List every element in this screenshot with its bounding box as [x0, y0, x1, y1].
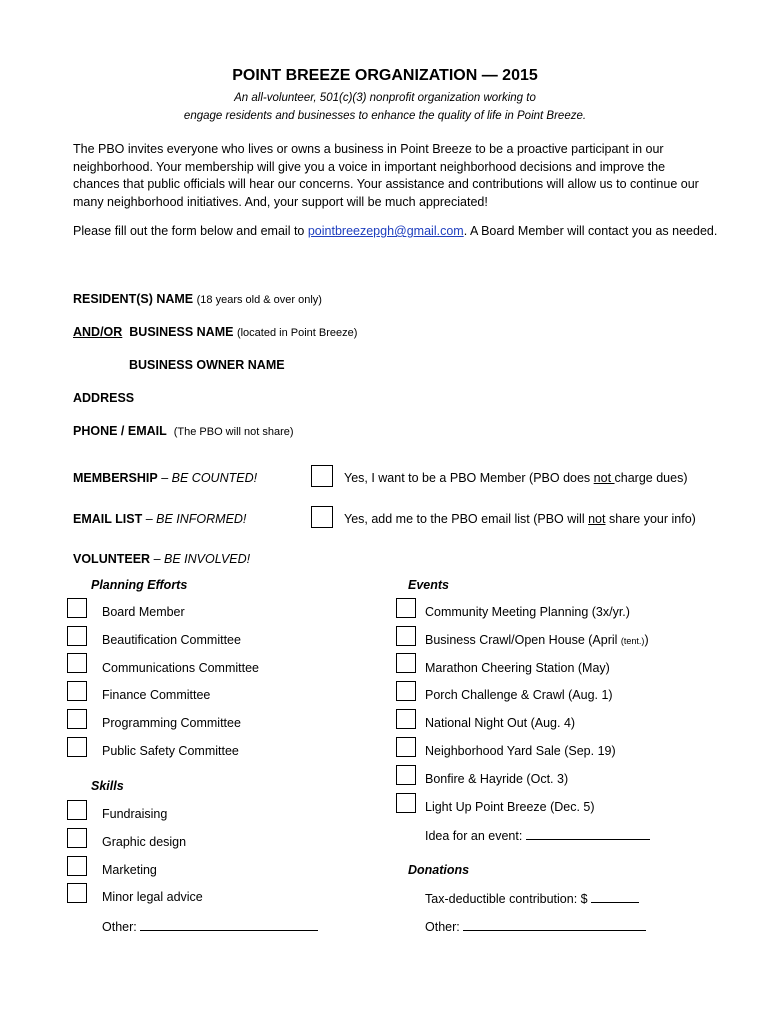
email-list-option-pre: Yes, add me to the PBO email list (PBO will — [344, 512, 589, 526]
events-item: National Night Out (Aug. 4) — [425, 716, 576, 730]
planning-checkbox[interactable] — [67, 653, 87, 673]
planning-heading: Planning Efforts — [91, 578, 188, 592]
skills-item: Fundraising — [102, 807, 168, 821]
planning-item: Programming Committee — [102, 716, 241, 730]
email-list-option-not: not — [588, 512, 606, 526]
skills-item: Graphic design — [102, 835, 187, 849]
events-item-tent: (tent.) — [620, 636, 645, 646]
events-heading: Events — [408, 578, 449, 592]
skills-other-row — [102, 918, 318, 934]
phone-label: PHONE / EMAIL — [73, 424, 167, 438]
planning-item: Public Safety Committee — [102, 744, 239, 758]
events-checkbox[interactable] — [396, 626, 416, 646]
events-checkbox[interactable] — [396, 681, 416, 701]
planning-item: Board Member — [102, 605, 185, 619]
membership-option-pre: Yes, I want to be a PBO Member (PBO does — [344, 471, 594, 485]
events-item: Business Crawl/Open House (April — [425, 633, 621, 647]
email-list-option — [344, 512, 696, 526]
email-list-tagline: BE INFORMED! — [156, 512, 247, 526]
skills-item: Minor legal advice — [102, 890, 203, 904]
skills-other-line[interactable] — [140, 918, 318, 931]
skills-checkbox[interactable] — [67, 828, 87, 848]
planning-item: Communications Committee — [102, 661, 259, 675]
page-title: POINT BREEZE ORGANIZATION — 2015 — [232, 67, 538, 84]
volunteer-tagline: BE INVOLVED! — [164, 552, 251, 566]
skills-other-label: Other: — [102, 920, 137, 934]
tax-label: Tax-deductible contribution: $ — [425, 892, 588, 906]
events-item-business-crawl — [425, 633, 649, 647]
membership-tagline: BE COUNTED! — [171, 471, 258, 485]
events-item: Porch Challenge & Crawl (Aug. 1) — [425, 688, 613, 702]
events-checkbox[interactable] — [396, 598, 416, 618]
events-item: Neighborhood Yard Sale (Sep. 19) — [425, 744, 616, 758]
phone-email-row — [73, 424, 294, 438]
email-list-row: EMAIL LIST – BE INFORMED! — [73, 512, 247, 526]
skills-checkbox[interactable] — [67, 800, 87, 820]
membership-checkbox[interactable] — [311, 465, 333, 487]
events-checkbox[interactable] — [396, 737, 416, 757]
membership-option-post: charge dues) — [614, 471, 688, 485]
resident-name-row — [73, 292, 322, 306]
events-checkbox[interactable] — [396, 765, 416, 785]
email-link[interactable]: pointbreezepgh@gmail.com — [307, 224, 464, 238]
email-list-option-post: share your info) — [605, 512, 696, 526]
event-idea-line[interactable] — [526, 827, 650, 840]
email-list-label: EMAIL LIST — [73, 512, 143, 526]
event-idea-row — [425, 827, 650, 843]
membership-option-not: not — [593, 471, 615, 485]
planning-checkbox[interactable] — [67, 626, 87, 646]
skills-checkbox[interactable] — [67, 883, 87, 903]
volunteer-row: VOLUNTEER – BE INVOLVED! — [73, 552, 251, 566]
subtitle-line-2: engage residents and businesses to enhance the quality of life in Point Breeze. — [183, 110, 587, 122]
events-item: Marathon Cheering Station (May) — [425, 661, 610, 675]
phone-note: (The PBO will not share) — [173, 426, 294, 438]
instruction-pre: Please fill out the form below and email to — [73, 224, 308, 238]
events-item: Community Meeting Planning (3x/yr.) — [425, 605, 630, 619]
subtitle-line-1: An all-volunteer, 501(c)(3) nonprofit organization working to — [234, 92, 536, 104]
planning-checkbox[interactable] — [67, 737, 87, 757]
email-list-checkbox[interactable] — [311, 506, 333, 528]
andor-label: AND/OR — [73, 325, 123, 339]
planning-item: Finance Committee — [102, 688, 211, 702]
business-note: (located in Point Breeze) — [236, 327, 358, 339]
events-item: Bonfire & Hayride (Oct. 3) — [425, 772, 569, 786]
instruction-post: . A Board Member will contact you as needed. — [463, 224, 718, 238]
planning-item: Beautification Committee — [102, 633, 241, 647]
skills-checkbox[interactable] — [67, 856, 87, 876]
membership-option — [344, 471, 688, 485]
events-item-close: ) — [644, 633, 649, 647]
instruction-line — [73, 224, 717, 238]
donations-other-line[interactable] — [463, 918, 646, 931]
skills-heading: Skills — [91, 779, 124, 793]
donations-other-row — [425, 918, 646, 934]
events-checkbox[interactable] — [396, 709, 416, 729]
business-label: BUSINESS NAME — [129, 325, 234, 339]
resident-label: RESIDENT(S) NAME — [73, 292, 194, 306]
events-item: Light Up Point Breeze (Dec. 5) — [425, 800, 595, 814]
business-owner-label: BUSINESS OWNER NAME — [129, 358, 285, 372]
volunteer-label: VOLUNTEER — [73, 552, 151, 566]
tax-row — [425, 890, 639, 906]
intro-paragraph — [73, 141, 713, 211]
donations-heading: Donations — [408, 863, 470, 877]
address-label: ADDRESS — [73, 391, 135, 405]
planning-checkbox[interactable] — [67, 598, 87, 618]
membership-label: MEMBERSHIP — [73, 471, 158, 485]
event-idea-label: Idea for an event: — [425, 829, 523, 843]
skills-item: Marketing — [102, 863, 157, 877]
intro-text: The PBO invites everyone who lives or owns a business in Point Breeze to be a proactive participant in our neighborhood. Your membership will give you a voice in important neighborhood decisions and improve the chances that public officials will hear our concerns. Your assistance and contributions will allow us to continue our many neighborhood initiatives. And, your support will be much appreciated! — [73, 142, 699, 209]
events-checkbox[interactable] — [396, 653, 416, 673]
resident-note: (18 years old & over only) — [196, 294, 322, 306]
membership-row: MEMBERSHIP – BE COUNTED! — [73, 471, 258, 485]
planning-checkbox[interactable] — [67, 709, 87, 729]
donations-other-label: Other: — [425, 920, 460, 934]
planning-checkbox[interactable] — [67, 681, 87, 701]
business-name-row — [73, 325, 357, 339]
events-checkbox[interactable] — [396, 793, 416, 813]
tax-amount-line[interactable] — [591, 890, 639, 903]
